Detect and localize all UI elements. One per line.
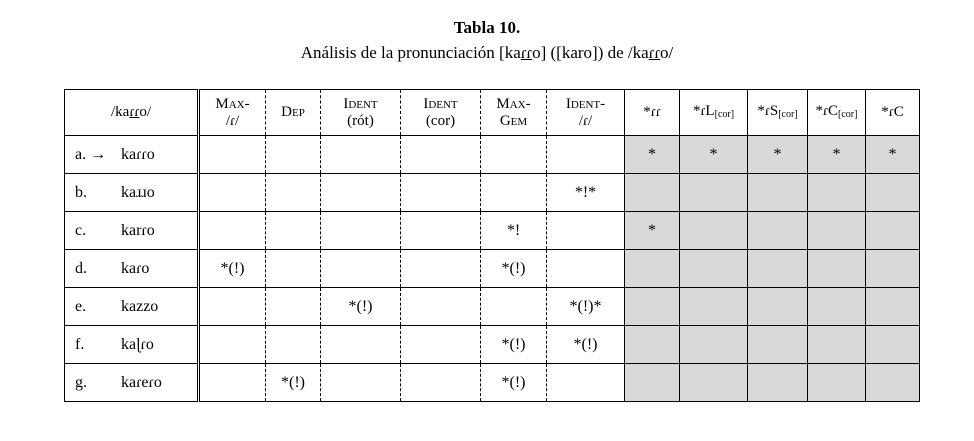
violation-cell (748, 326, 808, 364)
violation-cell (748, 288, 808, 326)
violation-cell (199, 212, 266, 250)
input-part: /ka (111, 104, 130, 120)
constraint-name: Max- (496, 95, 531, 112)
candidate-row (65, 326, 920, 364)
violation-cell (625, 250, 680, 288)
candidate-row (65, 212, 920, 250)
subtitle-part: Análisis de la pronunciación [ka (300, 43, 521, 62)
constraint-name: *ɾɾ (643, 104, 661, 120)
violation-cell (401, 250, 481, 288)
constraint-subscript: [cor] (778, 108, 798, 120)
violation-cell (481, 136, 547, 174)
violation-cell (266, 136, 321, 174)
candidate-form: kaɾo (121, 259, 150, 277)
candidate-label: g. (75, 373, 87, 391)
violation-cell (808, 364, 866, 402)
violation-cell: *(!) (266, 364, 321, 402)
violation-cell (866, 364, 920, 402)
violation-cell (199, 326, 266, 364)
violation-cell (401, 212, 481, 250)
violation-cell (680, 174, 748, 212)
candidate-row (65, 136, 920, 174)
header-row (65, 90, 920, 136)
violation-cell (680, 250, 748, 288)
violation-cell (866, 174, 920, 212)
violation-cell: * (748, 136, 808, 174)
violation-cell (401, 174, 481, 212)
table-subtitle (0, 43, 974, 63)
input-cell (65, 90, 199, 136)
candidate-form: kaɾɾo (121, 145, 155, 163)
violation-cell (808, 174, 866, 212)
violation-cell: * (625, 136, 680, 174)
violation-cell (625, 288, 680, 326)
violation-cell: * (680, 136, 748, 174)
constraint-header (808, 90, 866, 136)
candidate-cell (65, 326, 199, 364)
constraint-argument: (cor) (425, 112, 456, 129)
candidate-cell (65, 250, 199, 288)
violation-cell (199, 288, 266, 326)
violation-cell (401, 364, 481, 402)
constraint-name: Ident (343, 95, 378, 112)
candidate-form: kaɭɾo (121, 335, 154, 353)
violation-cell: *(!) (547, 326, 625, 364)
violation-cell: *(!) (321, 288, 401, 326)
violation-cell (266, 212, 321, 250)
constraint-name: Ident (423, 95, 458, 112)
constraint-header (401, 90, 481, 136)
constraint-argument: /ɾ/ (578, 112, 593, 129)
violation-cell (321, 174, 401, 212)
violation-cell: *! (481, 212, 547, 250)
violation-cell (199, 136, 266, 174)
violation-cell (808, 212, 866, 250)
constraint-name: *ɾC (881, 104, 904, 120)
violation-cell (321, 364, 401, 402)
candidate-row (65, 250, 920, 288)
constraint-name: Max- (215, 95, 250, 112)
violation-cell (748, 212, 808, 250)
constraint-name: *ɾC (815, 102, 839, 119)
violation-cell (321, 212, 401, 250)
violation-cell (266, 174, 321, 212)
constraint-header (266, 90, 321, 136)
violation-cell (401, 136, 481, 174)
violation-cell: * (625, 212, 680, 250)
violation-cell (625, 364, 680, 402)
violation-cell: * (866, 136, 920, 174)
constraint-header (481, 90, 547, 136)
violation-cell (401, 326, 481, 364)
violation-cell (748, 364, 808, 402)
violation-cell (547, 212, 625, 250)
candidate-label: b. (75, 183, 87, 201)
candidate-row (65, 174, 920, 212)
violation-cell: *(!) (481, 326, 547, 364)
input-part: o/ (139, 104, 151, 120)
violation-cell (866, 288, 920, 326)
constraint-header (748, 90, 808, 136)
violation-cell (748, 174, 808, 212)
violation-cell: *(!) (481, 364, 547, 402)
candidate-form: kazzo (121, 297, 159, 315)
violation-cell: *(!)* (547, 288, 625, 326)
candidate-cell (65, 212, 199, 250)
table-title: Tabla 10. (453, 18, 521, 37)
violation-cell: *(!) (199, 250, 266, 288)
violation-cell (680, 212, 748, 250)
candidate-label: f. (75, 335, 85, 353)
constraint-header (680, 90, 748, 136)
candidate-label: e. (75, 297, 87, 315)
violation-cell (866, 212, 920, 250)
violation-cell (481, 174, 547, 212)
constraint-name: Ident- (565, 95, 606, 112)
violation-cell (321, 250, 401, 288)
constraint-argument: /ɾ/ (225, 112, 240, 129)
constraint-argument: (rót) (347, 112, 374, 129)
constraint-header (321, 90, 401, 136)
candidate-form: karɾo (121, 221, 155, 239)
violation-cell (866, 250, 920, 288)
violation-cell: *(!) (481, 250, 547, 288)
violation-cell (481, 288, 547, 326)
constraint-argument: Gem (499, 112, 528, 129)
violation-cell (625, 174, 680, 212)
subtitle-underlined: ɾɾ (648, 43, 660, 62)
violation-cell: *!* (547, 174, 625, 212)
candidate-cell (65, 136, 199, 174)
constraint-name: *ɾS (757, 102, 779, 119)
candidate-form: kaɹɹo (121, 183, 155, 201)
constraint-name: *ɾL (692, 102, 715, 119)
violation-cell (547, 250, 625, 288)
candidate-cell (65, 288, 199, 326)
violation-cell (808, 288, 866, 326)
candidate-cell (65, 174, 199, 212)
subtitle-part: o] ([karo]) de /ka (532, 43, 649, 62)
violation-cell (547, 136, 625, 174)
violation-cell (866, 326, 920, 364)
violation-cell (680, 288, 748, 326)
violation-cell (266, 326, 321, 364)
violation-cell (625, 326, 680, 364)
violation-cell (199, 364, 266, 402)
violation-cell (808, 326, 866, 364)
ot-tableau (64, 89, 920, 402)
violation-cell (266, 250, 321, 288)
candidate-label: a. → (75, 145, 107, 163)
violation-cell (321, 136, 401, 174)
constraint-header (866, 90, 920, 136)
violation-cell (547, 364, 625, 402)
violation-cell (680, 326, 748, 364)
input-underlined: ɾɾ (129, 104, 140, 120)
violation-cell: * (808, 136, 866, 174)
constraint-subscript: [cor] (838, 108, 858, 120)
violation-cell (321, 326, 401, 364)
subtitle-part: o/ (660, 43, 674, 62)
candidate-row (65, 288, 920, 326)
constraint-name: Dep (281, 104, 305, 120)
candidate-form: kaɾeɾo (121, 373, 162, 391)
violation-cell (401, 288, 481, 326)
constraint-header (547, 90, 625, 136)
constraint-subscript: [cor] (714, 108, 735, 120)
constraint-header (199, 90, 266, 136)
candidate-row (65, 364, 920, 402)
violation-cell (266, 288, 321, 326)
violation-cell (680, 364, 748, 402)
constraint-header (625, 90, 680, 136)
violation-cell (199, 174, 266, 212)
violation-cell (748, 250, 808, 288)
violation-cell (808, 250, 866, 288)
candidate-label: d. (75, 259, 87, 277)
subtitle-underlined: ɾɾ (520, 43, 533, 62)
candidate-cell (65, 364, 199, 402)
candidate-label: c. (75, 221, 87, 239)
